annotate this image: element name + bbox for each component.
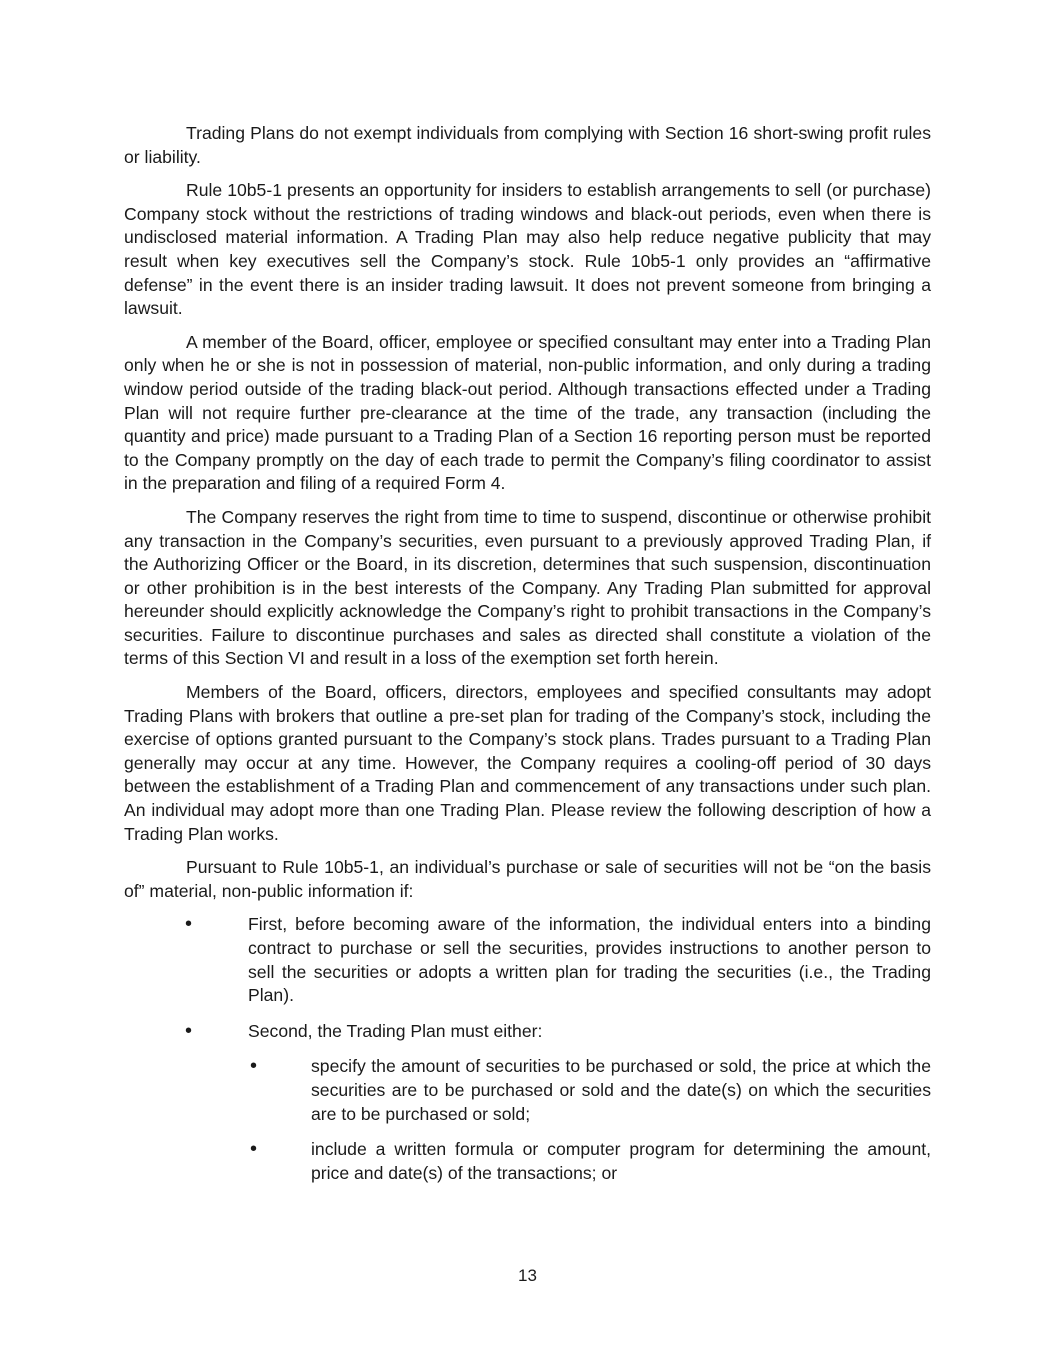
paragraph-adopt-trading-plans: Members of the Board, officers, directors, employees and specified consultants may adopt Trading Plans with brokers that outline a pre-set plan for trading of the Company’s stock, including the exercise of options granted pursuant to the Company’s stock plans. Trades pursuant to a Trading Plan generally may occur at any time. However, the Company requires a cooling-off period of 30 days between the establishment of a Trading Plan and commencement of any transactions under such plan. An individual may adopt more than one Trading Plan. Please review the following description of how a Trading Plan works. — [124, 682, 931, 844]
paragraph-section16-exemption: Trading Plans do not exempt individuals from complying with Section 16 short-swing profit rules or liability. — [124, 123, 931, 167]
paragraph-trading-plan-entry: A member of the Board, officer, employee or specified consultant may enter into a Trading Plan only when he or she is not in possession of material, non-public information, and only during a trading window period outside of the trading black-out period. Although transactions effected under a Trading Plan will not require further pre-clearance at the time of the trade, any transaction (including the quantity and price) made pursuant to a Trading Plan of a Section 16 reporting person must be reported to the Company promptly on the day of each trade to permit the Company’s filing coordinator to assist in the preparation and filing of a required Form 4. — [124, 331, 931, 494]
list-item — [124, 1020, 931, 1186]
page-number: 13 — [518, 1266, 537, 1285]
sub-list-item-text: specify the amount of securities to be purchased or sold, the price at which the securities are to be purchased or sold and the date(s) on which the securities are to be purchased or sold; — [311, 1056, 931, 1124]
conditions-list — [124, 913, 931, 1185]
sub-list-item — [248, 1055, 931, 1126]
bullet-icon: • — [185, 913, 193, 936]
list-item — [124, 913, 931, 1007]
bullet-icon: • — [185, 1019, 193, 1042]
sub-conditions-list — [248, 1055, 931, 1185]
document-page — [124, 122, 931, 1197]
bullet-icon: • — [250, 1055, 258, 1078]
bullet-icon: • — [250, 1138, 258, 1161]
paragraph-rule-10b5-1-opportunity: Rule 10b5-1 presents an opportunity for insiders to establish arrangements to sell (or purchase) Company stock without the restrictions of trading windows and black-out periods, even when there is undisclosed material information. A Trading Plan may also help reduce negative publicity that may result when key executives sell the Company’s stock. Rule 10b5-1 only provides an “affirmative defense” in the event there is an insider trading lawsuit. It does not prevent someone from bringing a lawsuit. — [124, 180, 931, 319]
list-item-text: First, before becoming aware of the information, the individual enters into a binding contract to purchase or sell the securities, provides instructions to another person to sell the securities or adopts a written plan for trading the securities (i.e., the Trading Plan). — [248, 914, 931, 1006]
sub-list-item-text: include a written formula or computer program for determining the amount, price and date(s) of the transactions; or — [311, 1139, 931, 1183]
paragraph-company-reserves-right: The Company reserves the right from time to time to suspend, discontinue or otherwise prohibit any transaction in the Company’s securities, even pursuant to a previously approved Trading Plan, if the Authorizing Officer or the Board, in its discretion, determines that such suspension, discontinuation or other prohibition is in the best interests of the Company. Any Trading Plan submitted for approval hereunder should explicitly acknowledge the Company’s right to prohibit transactions in the Company’s securities. Failure to discontinue purchases and sales as directed shall constitute a violation of the terms of this Section VI and result in a loss of the exemption set forth herein. — [124, 506, 931, 669]
list-item-text: Second, the Trading Plan must either: — [248, 1020, 543, 1041]
paragraph-pursuant-rule: Pursuant to Rule 10b5-1, an individual’s purchase or sale of securities will not be “on the basis of” material, non-public information if: — [124, 857, 931, 901]
sub-list-item — [248, 1138, 931, 1185]
